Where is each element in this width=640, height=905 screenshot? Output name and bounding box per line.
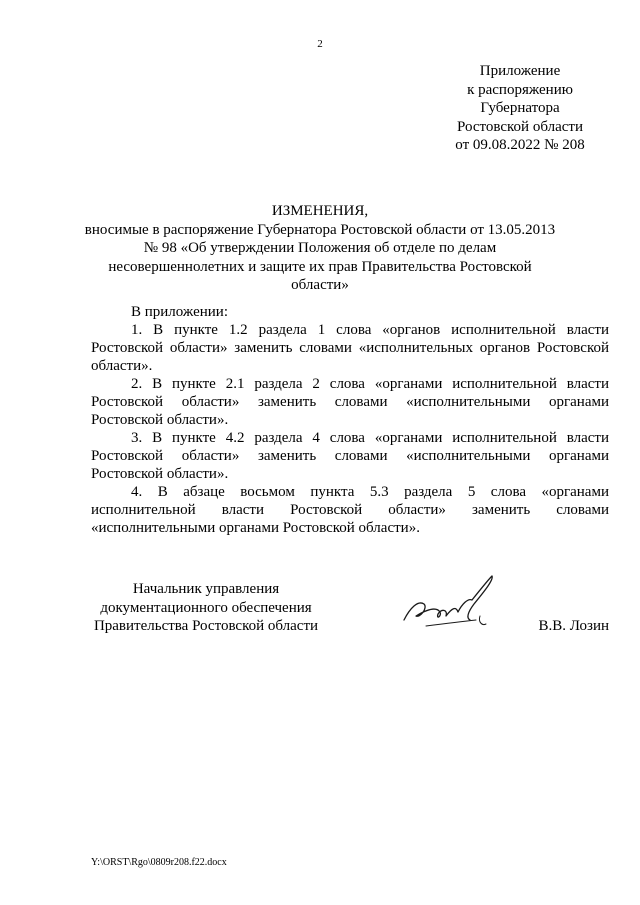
signer-position-line: Начальник управления: [132, 581, 280, 597]
signature-block: [91, 580, 609, 650]
body-intro: В приложении:: [131, 304, 228, 320]
appendix-line: Ростовской области: [457, 118, 583, 135]
page-number: 2: [317, 38, 323, 50]
document-title: [80, 202, 560, 295]
file-path: Y:\ORST\Rgo\0809r208.f22.docx: [91, 857, 227, 868]
signer-position-line: Правительства Ростовской области: [93, 618, 319, 634]
signer-position: [91, 580, 321, 636]
signer-name: В.В. Лозин: [538, 618, 609, 634]
appendix-line: от 09.08.2022 № 208: [455, 137, 585, 153]
title-subtitle: вносимые в распоряжение Губернатора Ростовской области от 13.05.2013 № 98 «Об утверждении Положения об отделе по делам несовершеннолетних и защите их прав Правительства Ростовской области»: [84, 221, 556, 293]
amendment-item: 1. В пункте 1.2 раздела 1 слова «органов исполнительной власти Ростовской области» заменить словами «исполнительных органов Ростовской области».: [91, 322, 609, 374]
appendix-header: [440, 62, 600, 155]
appendix-line: к распоряжению: [467, 81, 573, 98]
handwritten-signature: [396, 570, 506, 640]
document-body: [91, 303, 609, 537]
amendment-item: 4. В абзаце восьмом пункта 5.3 раздела 5 слова «органами исполнительной власти Ростовской области» заменить словами «исполнительными органами Ростовской области».: [91, 484, 609, 536]
amendment-item: 3. В пункте 4.2 раздела 4 слова «органами исполнительной власти Ростовской области» заменить словами «исполнительными органами Ростовской области».: [91, 430, 609, 482]
signer-position-line: документационного обеспечения: [100, 599, 312, 616]
title-heading: ИЗМЕНЕНИЯ,: [271, 203, 369, 219]
appendix-line: Губернатора: [480, 100, 560, 116]
amendment-item: 2. В пункте 2.1 раздела 2 слова «органами исполнительной власти Ростовской области» заменить словами «исполнительными органами Ростовской области».: [91, 376, 609, 428]
appendix-line: Приложение: [479, 63, 561, 79]
